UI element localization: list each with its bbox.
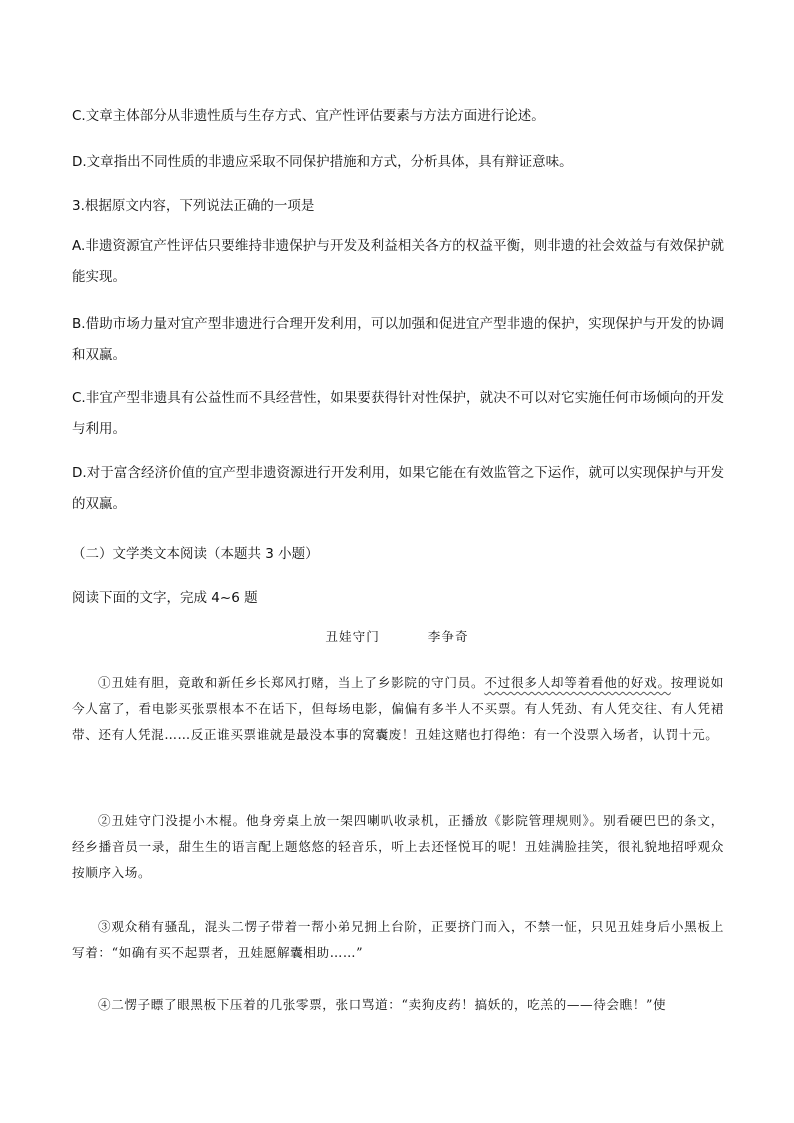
question-3-stem: 3.根据原文内容，下列说法正确的一项是 bbox=[72, 198, 315, 214]
story-p1-end: 按理说如今人富了，看电影买张票根本不在话下，但每场电影，偏偏有多半人不买票。有人凭劲、有人凭交往、有人凭裙带、还有人凭混……反正谁买票谁就是最没本事的窝囊废！丑娃这赌也打得绝：有一个没票入场者，认罚十元。 bbox=[72, 675, 725, 742]
story-paragraph-4: ④二愣子瞟了眼黑板下压着的几张零票，张口骂道：“卖狗皮药！搞妖的，吃羔的——待会瞧！”使 bbox=[98, 997, 667, 1012]
story-paragraph-1 bbox=[72, 670, 724, 748]
option-c-q3: C.非宜产型非遗具有公益性而不具经营性，如果要获得针对性保护，就决不可以对它实施任何市场倾向的开发与利用。 bbox=[72, 390, 724, 437]
option-c-q2: C.文章主体部分从非遗性质与生存方式、宜产性评估要素与方法方面进行论述。 bbox=[72, 108, 545, 124]
story-paragraph-2: ②丑娃守门没提小木棍。他身旁桌上放一架四喇叭收录机，正播放《影院管理规则》。别看硬巴巴的条文，经乡播音员一录，甜生生的语言配上题悠悠的轻音乐，听上去还怪悦耳的呢！丑娃满脸挂笑，很礼貌地招呼观众按顺序入场。 bbox=[72, 813, 724, 880]
story-p1-start: ①丑娃有胆，竟敢和新任乡长郑风打赌，当上了乡影院的守门员。 bbox=[98, 675, 485, 690]
story-title: 丑娃守门 bbox=[325, 629, 380, 644]
option-d-q2: D.文章指出不同性质的非遗应采取不同保护措施和方式，分析具体，具有辩证意味。 bbox=[72, 154, 573, 170]
option-b-q3: B.借助市场力量对宜产型非遗进行合理开发利用，可以加强和促进宜产型非遗的保护，实现保护与开发的协调和双赢。 bbox=[72, 316, 724, 363]
story-title-line bbox=[0, 626, 794, 645]
option-a-q3: A.非遗资源宜产性评估只要维持非遗保护与开发及利益相关各方的权益平衡，则非遗的社会效益与有效保护就能实现。 bbox=[72, 238, 724, 285]
option-d-q3: D.对于富含经济价值的宜产型非遗资源进行开发利用，如果它能在有效监管之下运作，就可以实现保护与开发的双赢。 bbox=[72, 465, 724, 512]
story-paragraph-3: ③观众稍有骚乱，混头二愣子带着一帮小弟兄拥上台阶，正要挤门而入，不禁一怔，只见丑娃身后小黑板上写着：“如确有买不起票者，丑娃愿解囊相助……” bbox=[72, 919, 724, 960]
story-author: 李争奇 bbox=[427, 629, 469, 644]
story-p1-underlined: 不过很多人却等着看他的好戏。 bbox=[484, 675, 671, 690]
section-instruction: 阅读下面的文字，完成 4~6 题 bbox=[72, 590, 258, 606]
section-heading: （二）文学类文本阅读（本题共 3 小题） bbox=[72, 546, 319, 562]
